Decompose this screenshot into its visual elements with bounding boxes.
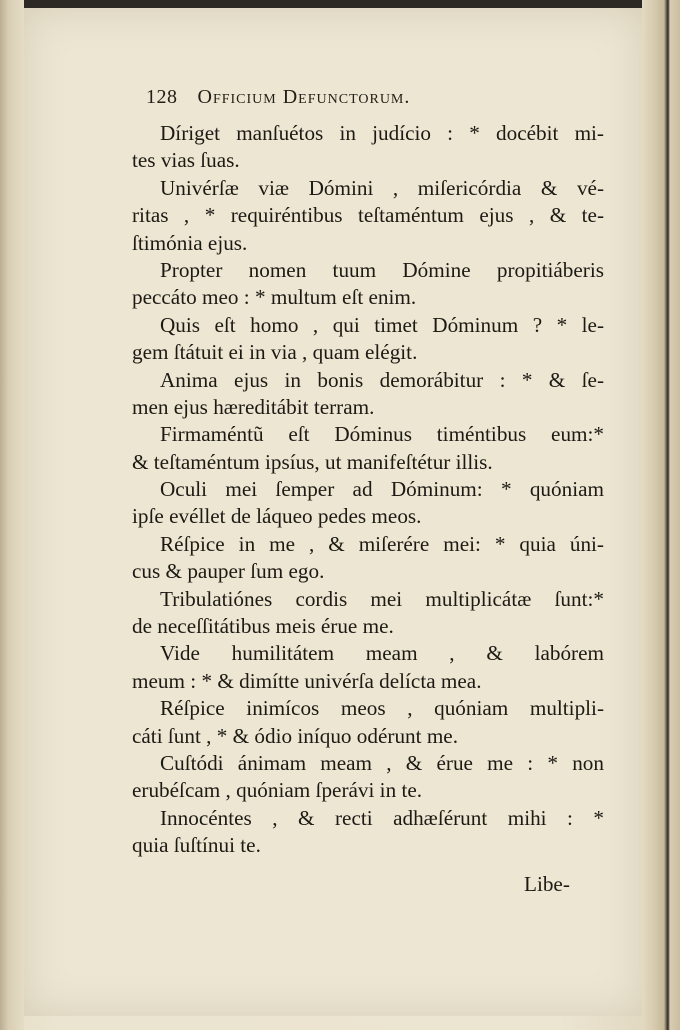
running-title: Officium Defunctorum. [197, 86, 411, 108]
text-line-18: Tribulatiónes cordis mei multiplicátæ ſunt:* [160, 586, 604, 611]
text-line-3: Univérſæ viæ Dómini , miſericórdia & vé- [160, 175, 604, 200]
text-line-17: cus & pauper ſum ego. [132, 559, 325, 584]
text-line-20: Vide humilitátem meam , & labórem [160, 641, 604, 666]
page-number: 128 [146, 86, 178, 108]
text-line-7: peccáto meo : * multum eſt enim. [132, 285, 417, 310]
text-line-2: tes vias ſuas. [132, 148, 240, 173]
text-line-11: men ejus hæreditábit terram. [132, 394, 375, 419]
text-line-12: Firmaméntũ eſt Dóminus timéntibus eum:* [160, 422, 604, 447]
page-right-edge [642, 0, 680, 1030]
catchword: Libe- [524, 872, 570, 896]
text-line-10: Anima ejus in bonis demorábitur : * & ſe- [160, 367, 604, 392]
page-left-edge [0, 0, 24, 1030]
text-line-26: Innocéntes , & recti adhæſérunt mihi : * [160, 805, 604, 830]
text-line-14: Oculi mei ſemper ad Dóminum: * quóniam [160, 477, 604, 502]
text-line-6: Propter nomen tuum Dómine propitiáberis [160, 257, 604, 282]
top-shadow [0, 0, 680, 8]
text-line-22: Réſpice inimícos meos , quóniam multipli- [160, 696, 604, 721]
text-line-27: quia ſuſtínui te. [132, 833, 261, 858]
psalm-text [132, 120, 604, 860]
text-line-1: Díriget manſuétos in judício : * docébit mi- [160, 121, 604, 145]
text-line-19: de neceſſitátibus meis érue me. [132, 614, 394, 639]
text-line-4: ritas , * requiréntibus teſtaméntum ejus , & te- [132, 203, 604, 228]
text-line-8: Quis eſt homo , qui timet Dóminum ? * le- [160, 312, 604, 337]
text-line-16: Réſpice in me , & miſerére mei: * quia úni- [160, 531, 604, 556]
text-line-5: ſtimónia ejus. [132, 230, 248, 255]
text-line-24: Cuſtódi ánimam meam , & érue me : * non [160, 750, 604, 775]
running-head [146, 86, 606, 114]
text-line-13: & teſtaméntum ipsíus, ut manifeſtétur illis. [132, 449, 493, 474]
text-line-15: ipſe evéllet de láqueo pedes meos. [132, 504, 422, 529]
text-line-23: cáti ſunt , * & ódio iníquo odérunt me. [132, 723, 459, 748]
text-line-25: erubéſcam , quóniam ſperávi in te. [132, 778, 423, 803]
text-line-21: meum : * & dimítte univérſa delícta mea. [132, 668, 482, 693]
text-line-9: gem ſtátuit ei in via , quam elégit. [132, 340, 418, 365]
